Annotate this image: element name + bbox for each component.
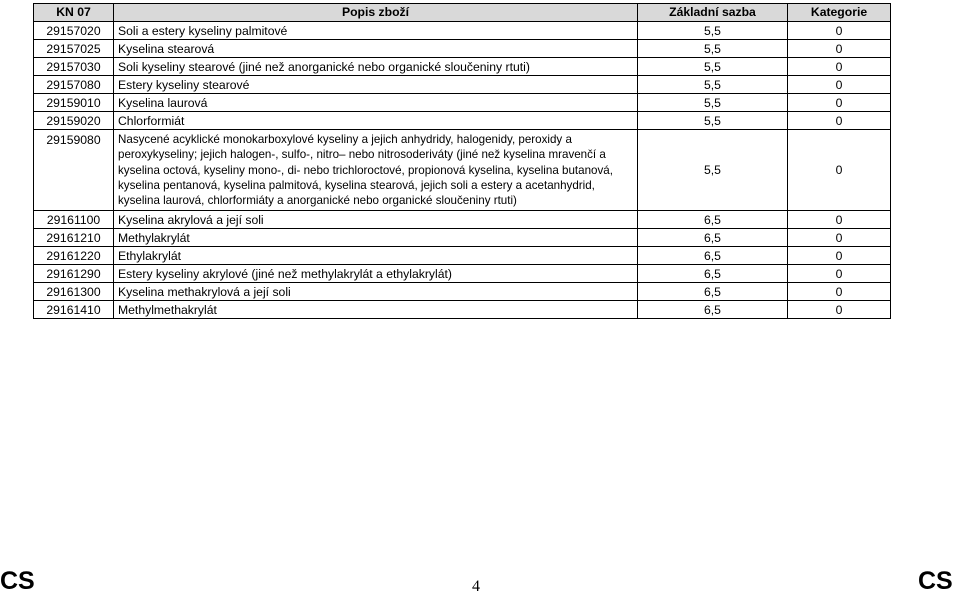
row-code: 29157020 <box>34 22 114 40</box>
table-row <box>34 211 891 229</box>
row-code: 29161300 <box>34 283 114 301</box>
row-category: 0 <box>788 211 891 229</box>
row-description: Estery kyseliny akrylové (jiné než methylakrylát a ethylakrylát) <box>114 265 638 283</box>
row-category: 0 <box>788 247 891 265</box>
table-row <box>34 58 891 76</box>
table-row <box>34 94 891 112</box>
row-code: 29161220 <box>34 247 114 265</box>
table-row <box>34 130 891 211</box>
row-category: 0 <box>788 229 891 247</box>
row-code: 29159010 <box>34 94 114 112</box>
row-description: Ethylakrylát <box>114 247 638 265</box>
row-category: 0 <box>788 265 891 283</box>
row-category: 0 <box>788 130 891 211</box>
row-category: 0 <box>788 301 891 319</box>
table-row <box>34 22 891 40</box>
row-code: 29159080 <box>34 130 114 211</box>
row-code: 29159020 <box>34 112 114 130</box>
row-rate: 6,5 <box>638 265 788 283</box>
table-row <box>34 265 891 283</box>
row-description: Soli a estery kyseliny palmitové <box>114 22 638 40</box>
row-rate: 5,5 <box>638 40 788 58</box>
table-row <box>34 283 891 301</box>
row-description: Kyselina laurová <box>114 94 638 112</box>
row-code: 29161100 <box>34 211 114 229</box>
row-code: 29157025 <box>34 40 114 58</box>
row-code: 29161210 <box>34 229 114 247</box>
table-row <box>34 229 891 247</box>
row-description: Methylakrylát <box>114 229 638 247</box>
row-category: 0 <box>788 94 891 112</box>
header-category: Kategorie <box>788 4 891 22</box>
row-rate: 5,5 <box>638 76 788 94</box>
header-code: KN 07 <box>34 4 114 22</box>
page-number: 4 <box>472 578 480 595</box>
header-description: Popis zboží <box>114 4 638 22</box>
footer-language-right: CS <box>918 567 953 595</box>
row-category: 0 <box>788 22 891 40</box>
row-description: Soli kyseliny stearové (jiné než anorganické nebo organické sloučeniny rtuti) <box>114 58 638 76</box>
table-body <box>34 22 891 319</box>
row-rate: 5,5 <box>638 130 788 211</box>
table-row <box>34 40 891 58</box>
row-category: 0 <box>788 283 891 301</box>
tariff-table <box>33 3 891 319</box>
row-category: 0 <box>788 58 891 76</box>
row-rate: 5,5 <box>638 22 788 40</box>
row-description: Nasycené acyklické monokarboxylové kyseliny a jejich anhydridy, halogenidy, peroxidy a peroxykyseliny; jejich halogen-, sulfo-, nitro– nebo nitrosoderiváty (jiné než kyselina mravenčí a kyselina octová, kyseliny mono-, di- nebo trichloroctové, propionová kyselina, kyselina butanová, kyselina pentanová, kyselina palmitová, kyselina stearová, jejich soli a estery a acetanhydrid, kyselina laurová, chlorformiáty a anorganické nebo organické sloučeniny rtuti) <box>114 130 638 211</box>
row-rate: 6,5 <box>638 211 788 229</box>
row-rate: 5,5 <box>638 58 788 76</box>
row-category: 0 <box>788 40 891 58</box>
row-rate: 5,5 <box>638 112 788 130</box>
row-rate: 6,5 <box>638 229 788 247</box>
row-rate: 6,5 <box>638 247 788 265</box>
row-description: Kyselina methakrylová a její soli <box>114 283 638 301</box>
table-row <box>34 247 891 265</box>
row-category: 0 <box>788 112 891 130</box>
row-description: Chlorformiát <box>114 112 638 130</box>
row-rate: 6,5 <box>638 283 788 301</box>
row-code: 29161410 <box>34 301 114 319</box>
row-rate: 6,5 <box>638 301 788 319</box>
table-row <box>34 301 891 319</box>
table-row <box>34 112 891 130</box>
header-row <box>34 4 891 22</box>
row-code: 29157080 <box>34 76 114 94</box>
row-description: Estery kyseliny stearové <box>114 76 638 94</box>
header-rate: Základní sazba <box>638 4 788 22</box>
row-category: 0 <box>788 76 891 94</box>
row-description: Methylmethakrylát <box>114 301 638 319</box>
row-description: Kyselina akrylová a její soli <box>114 211 638 229</box>
footer-language-left: CS <box>0 567 35 595</box>
table-row <box>34 76 891 94</box>
row-description: Kyselina stearová <box>114 40 638 58</box>
row-code: 29161290 <box>34 265 114 283</box>
table-header <box>34 4 891 22</box>
row-code: 29157030 <box>34 58 114 76</box>
row-rate: 5,5 <box>638 94 788 112</box>
